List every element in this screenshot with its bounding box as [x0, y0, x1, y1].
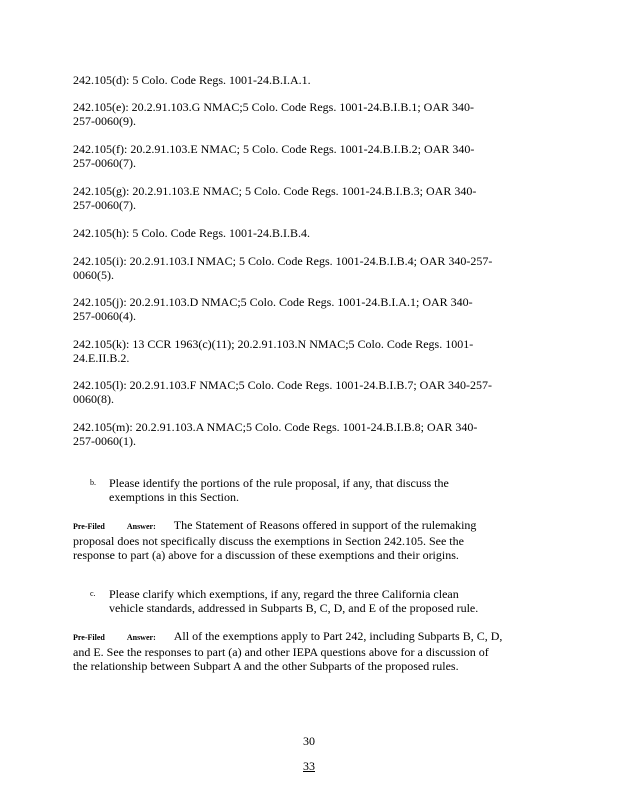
citation-i: 242.105(i): 20.2.91.103.I NMAC; 5 Colo. Code Regs. 1001-24.B.I.B.4; OAR 340-257-0060(5). [73, 254, 493, 282]
citation-h: 242.105(h): 5 Colo. Code Regs. 1001-24.B.I.B.4. [73, 226, 310, 240]
question-b-letter: b. [90, 478, 96, 487]
citation-j: 242.105(j): 20.2.91.103.D NMAC;5 Colo. Code Regs. 1001-24.B.I.A.1; OAR 340-257-0060(4). [73, 295, 473, 323]
citation-e: 242.105(e): 20.2.91.103.G NMAC;5 Colo. Code Regs. 1001-24.B.I.B.1; OAR 340-257-0060(9). [73, 100, 474, 128]
question-c [90, 587, 490, 615]
citation-g: 242.105(g): 20.2.91.103.E NMAC; 5 Colo. Code Regs. 1001-24.B.I.B.3; OAR 340-257-0060(7). [73, 184, 477, 212]
citation-d: 242.105(d): 5 Colo. Code Regs. 1001-24.B.I.A.1. [73, 73, 311, 87]
answer-label: Answer: [126, 522, 156, 531]
question-c-letter: c. [90, 589, 96, 598]
answer-b [73, 518, 503, 562]
page-number: 30 [303, 734, 315, 748]
question-c-text: Please clarify which exemptions, if any, regard the three California clean vehicle standards, addressed in Subparts B, C, D, and E of the proposed rule. [109, 587, 479, 615]
sequence-number: 33 [303, 759, 315, 773]
citation-l: 242.105(l): 20.2.91.103.F NMAC;5 Colo. Code Regs. 1001-24.B.I.B.7; OAR 340-257-0060(8). [73, 378, 493, 406]
citation-m: 242.105(m): 20.2.91.103.A NMAC;5 Colo. Code Regs. 1001-24.B.I.B.8; OAR 340-257-0060(1). [73, 420, 478, 448]
question-b [90, 476, 490, 504]
citation-f: 242.105(f): 20.2.91.103.E NMAC; 5 Colo. Code Regs. 1001-24.B.I.B.2; OAR 340-257-0060(7). [73, 142, 475, 170]
citation-k: 242.105(k): 13 CCR 1963(c)(11); 20.2.91.103.N NMAC;5 Colo. Code Regs. 1001-24.E.II.B.2. [73, 337, 474, 365]
answer-c-text: All of the exemptions apply to Part 242, including Subparts B, C, D, and E. See the responses to part (a) and other IEPA questions above for a discussion of the relationship between Subpart A and the other Subparts of the proposed rules. [73, 629, 503, 673]
prefiled-label: Pre-Filed [73, 633, 105, 642]
prefiled-label: Pre-Filed [73, 522, 105, 531]
answer-label: Answer: [126, 633, 156, 642]
answer-c [73, 629, 503, 673]
answer-b-text: The Statement of Reasons offered in support of the rulemaking proposal does not specifically discuss the exemptions in Section 242.105. See the response to part (a) above for a discussion of these exemptions and their origins. [73, 518, 477, 562]
question-b-text: Please identify the portions of the rule proposal, if any, that discuss the exemptions in this Section. [109, 476, 449, 504]
